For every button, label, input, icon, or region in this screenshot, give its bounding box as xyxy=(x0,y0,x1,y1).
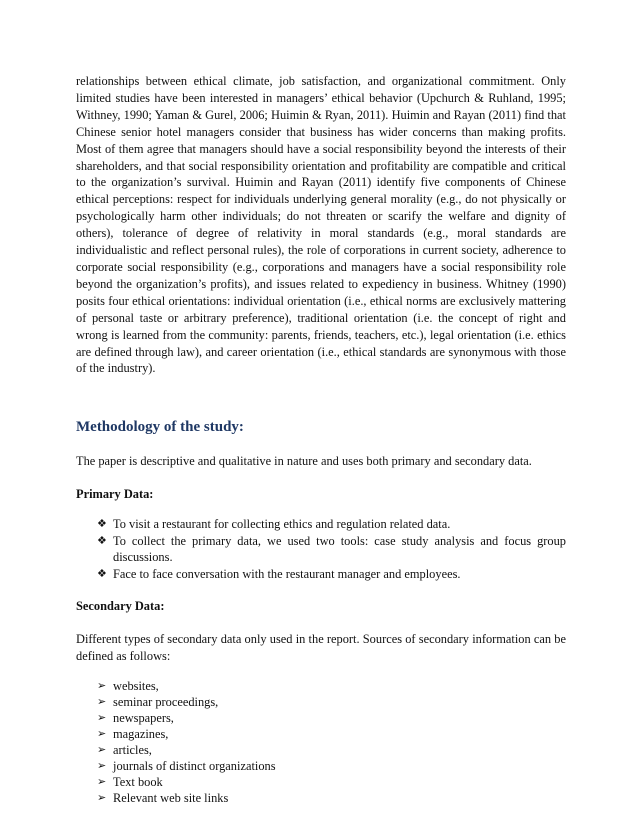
list-item-text: To visit a restaurant for collecting ethics and regulation related data. xyxy=(113,517,451,532)
list-item-text: magazines, xyxy=(113,727,169,742)
arrow-bullet-icon: ➢ xyxy=(97,696,107,709)
secondary-data-lead: Different types of secondary data only used in the report. Sources of secondary information can be defined as follows: xyxy=(76,632,566,664)
list-item-text: articles, xyxy=(113,743,152,758)
secondary-sources-list xyxy=(76,678,566,806)
list-item-text: Text book xyxy=(113,775,163,790)
arrow-bullet-icon: ➢ xyxy=(97,680,107,693)
list-item-text: journals of distinct organizations xyxy=(113,759,276,774)
methodology-lead: The paper is descriptive and qualitative in nature and uses both primary and secondary data. xyxy=(76,454,532,469)
list-item xyxy=(97,533,566,566)
list-item xyxy=(97,566,566,583)
arrow-bullet-icon: ➢ xyxy=(97,760,107,773)
arrow-bullet-icon: ➢ xyxy=(97,728,107,741)
list-item-text: Face to face conversation with the restaurant manager and employees. xyxy=(113,566,461,581)
diamond-bullet-icon: ❖ xyxy=(97,534,107,547)
list-item-text: websites, xyxy=(113,679,159,694)
list-item xyxy=(97,678,566,694)
list-item xyxy=(97,758,566,774)
page-content xyxy=(76,73,566,806)
list-item-text: To collect the primary data, we used two tools: case study analysis and focus group discussions. xyxy=(113,533,566,565)
arrow-bullet-icon: ➢ xyxy=(97,792,107,805)
primary-data-list xyxy=(76,516,566,582)
intro-paragraph: relationships between ethical climate, job satisfaction, and organizational commitment. Only limited studies have been interested in managers’ ethical behavior (Upchurch & Ruhland, 1995; Withney, 1990; Yaman & Gurel, 2006; Huimin & Ryan, 2011). Huimin and Rayan (2011) find that Chinese senior hotel managers consider that business has wider concerns than making profits. Most of them agree that managers should have a social responsibility beyond the interests of their shareholders, and that social responsibility orientation and profitability are compatible and critical to the organization’s survival. Huimin and Rayan (2011) identify five components of Chinese ethical perceptions: respect for individuals underlying general morality (e.g., do not physically or psychologically harm other individuals; do not threaten or scarify the welfare and dignity of others), tolerance of degree of relativity in moral standards (e.g., moral standards are individualistic and reflect personal rules), the role of corporations in current society, adherence to corporate social responsibility (e.g., corporations and managers have a social responsibility role beyond the organization’s profits), and issues related to expediency in business. Whitney (1990) posits four ethical orientations: individual orientation (i.e., ethical norms are exclusively mattering of personal taste or arbitrary preference), traditional orientation (i.e. the concept of right and wrong is learned from the community: parents, friends, teachers, etc.), legal orientation (i.e. ethics are defined through law), and career orientation (i.e., ethical standards are synonymous with those of the industry). xyxy=(76,74,566,376)
list-item xyxy=(97,774,566,790)
primary-data-heading: Primary Data: xyxy=(76,487,154,502)
list-item xyxy=(97,742,566,758)
list-item xyxy=(97,726,566,742)
methodology-heading: Methodology of the study: xyxy=(76,419,244,436)
arrow-bullet-icon: ➢ xyxy=(97,744,107,757)
diamond-bullet-icon: ❖ xyxy=(97,567,107,580)
secondary-data-heading: Secondary Data: xyxy=(76,599,165,614)
list-item xyxy=(97,694,566,710)
list-item xyxy=(97,790,566,806)
list-item-text: Relevant web site links xyxy=(113,791,229,806)
list-item-text: seminar proceedings, xyxy=(113,695,219,710)
arrow-bullet-icon: ➢ xyxy=(97,776,107,789)
arrow-bullet-icon: ➢ xyxy=(97,712,107,725)
list-item-text: newspapers, xyxy=(113,711,174,726)
diamond-bullet-icon: ❖ xyxy=(97,518,107,531)
list-item xyxy=(97,710,566,726)
list-item xyxy=(97,516,566,533)
